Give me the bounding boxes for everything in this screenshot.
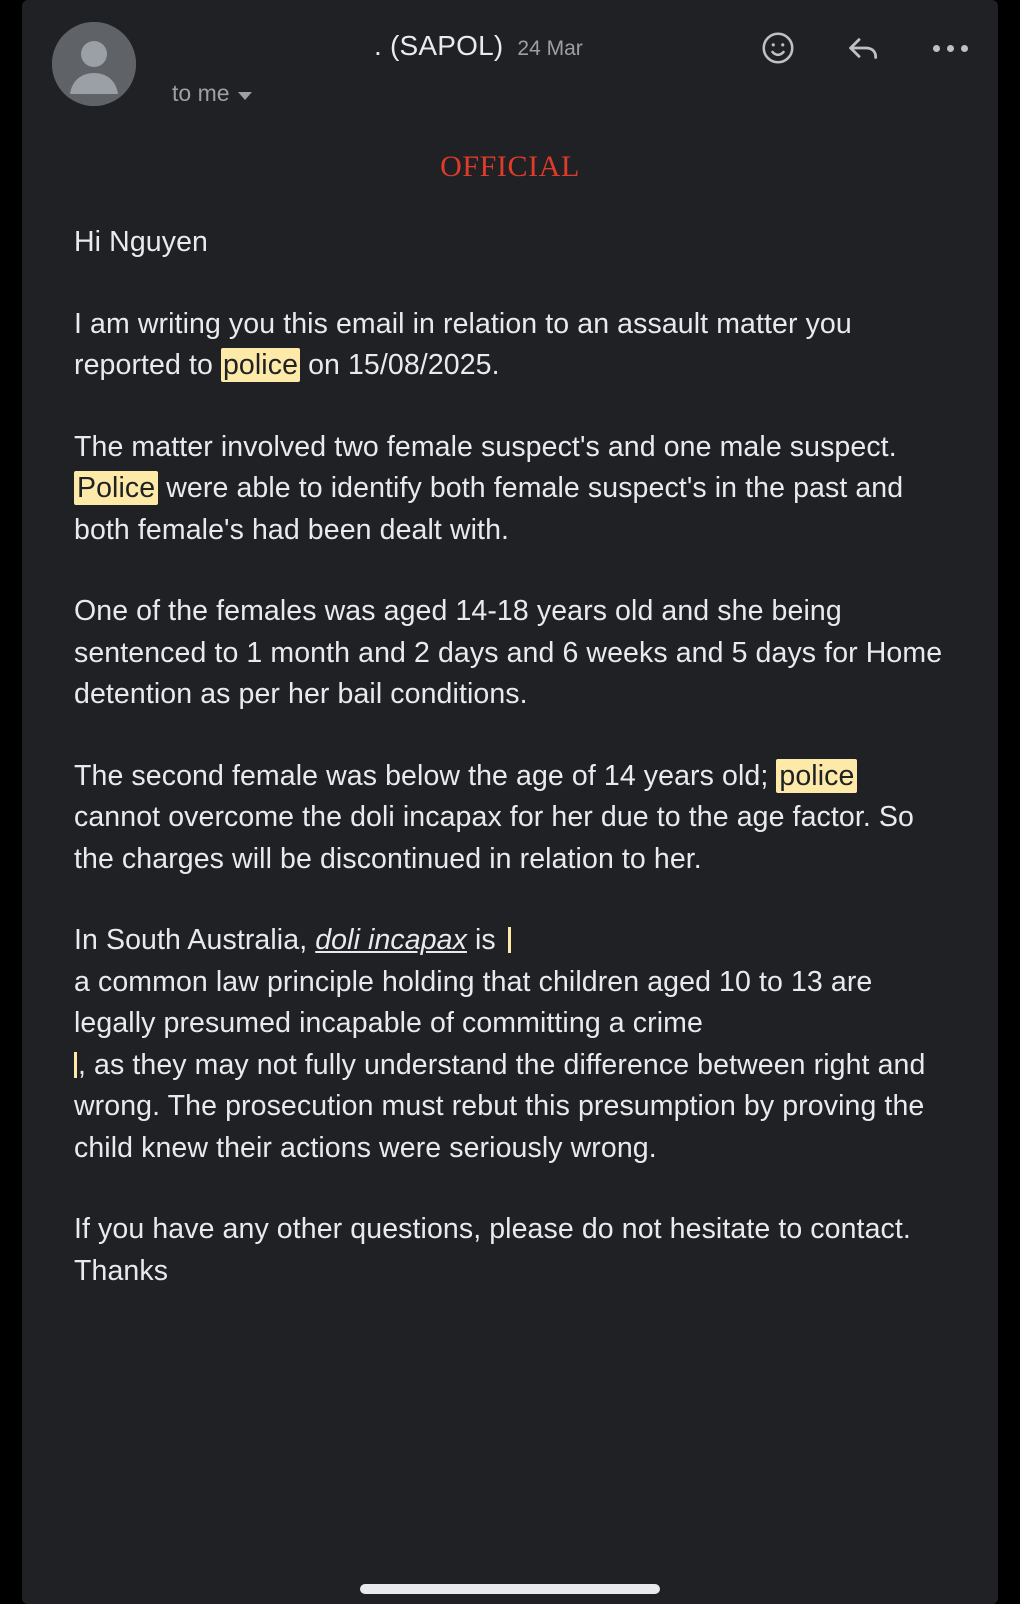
home-indicator[interactable]: [360, 1584, 660, 1594]
p2-part-b: were able to identify both female suspect's in the past and both female's had been dealt with.: [74, 472, 904, 546]
p5-part-b: is: [466, 924, 504, 956]
text-cursor-mark-2: [74, 1052, 77, 1078]
emoji-reaction-icon[interactable]: [758, 28, 798, 68]
email-date: 24 Mar: [517, 37, 583, 60]
paragraph-5: [74, 920, 946, 1169]
header-actions: [758, 28, 970, 68]
bottom-bar: [22, 1568, 998, 1604]
classification-banner: OFFICIAL: [440, 150, 580, 183]
doli-incapax-term: doli incapax: [315, 924, 467, 956]
paragraph-greeting: [74, 222, 946, 264]
p1-part-a: I am writing you this email in relation to an assault matter you reported to: [74, 307, 852, 381]
reply-icon[interactable]: [844, 28, 884, 68]
highlight-police-2: Police: [74, 471, 158, 505]
paragraph-4: [74, 756, 946, 881]
highlight-police-3: police: [776, 759, 857, 793]
email-message-panel: [22, 0, 998, 1604]
p5-line3: , as they may not fully understand the difference between right and wrong. The prosecution must rebut this presumption by proving the child knew their actions were seriously wrong.: [74, 1048, 926, 1164]
p4-part-b: cannot overcome the doli incapax for her due to the age factor. So the charges will be discontinued in relation to her.: [74, 801, 914, 875]
p5-part-a: In South Australia,: [74, 924, 316, 956]
p6-text: If you have any other questions, please do not hesitate to contact. Thanks: [74, 1213, 911, 1287]
recipients-label: to me: [172, 80, 230, 106]
sender-name: . (SAPOL): [374, 30, 504, 61]
paragraph-1: [74, 304, 946, 387]
email-header: [22, 0, 998, 136]
p1-part-b: on 15/08/2025.: [300, 349, 500, 381]
paragraph-6: [74, 1209, 946, 1292]
p2-part-a: The matter involved two female suspect's and one male suspect.: [74, 430, 897, 463]
p4-part-a: The second female was below the age of 14 years old;: [74, 759, 777, 792]
greeting-text: Hi Nguyen: [74, 226, 208, 258]
highlight-police-1: police: [222, 349, 299, 381]
paragraph-2: [74, 427, 946, 552]
sender-info[interactable]: [374, 30, 583, 62]
p3-text: One of the females was aged 14-18 years old and she being sentenced to 1 month and 2 days and 6 weeks and 5 days for Home detention as per her bail conditions.: [74, 595, 943, 710]
text-cursor-mark: [508, 927, 511, 953]
recipients-toggle[interactable]: [172, 80, 252, 107]
chevron-down-icon: [238, 92, 252, 100]
p5-line2: a common law principle holding that children aged 10 to 13 are legally presumed incapable of committing a crime: [74, 965, 873, 1039]
email-body: [74, 222, 946, 1292]
paragraph-3: [74, 591, 946, 716]
person-avatar-icon[interactable]: [52, 22, 136, 106]
more-options-icon[interactable]: [930, 28, 970, 68]
